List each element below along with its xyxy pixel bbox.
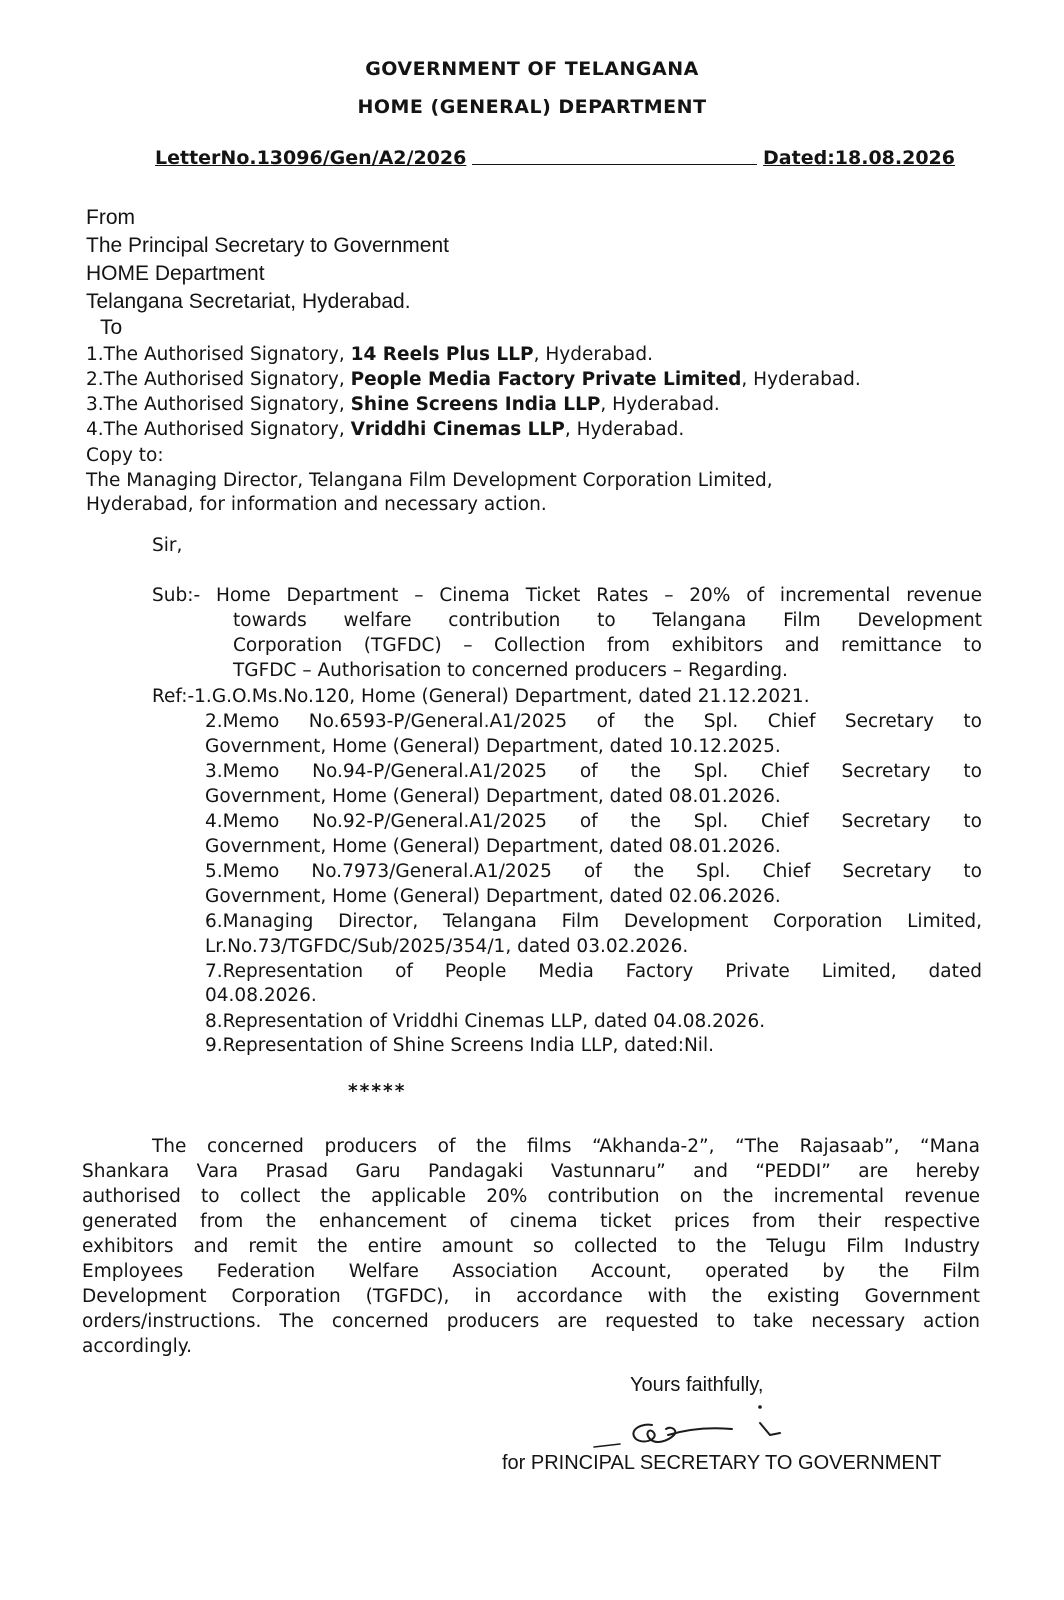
addressee-3-name: Shine Screens India LLP	[350, 394, 601, 415]
letter-number: LetterNo.13096/Gen/A2/2026	[155, 147, 467, 169]
salutation: Sir,	[152, 535, 183, 556]
reference-line-11: Lr.No.73/TGFDC/Sub/2025/354/1, dated 03.02.2026.	[205, 936, 689, 957]
addressee-4: 4.The Authorised Signatory, Vriddhi Cinemas LLP, Hyderabad.	[86, 419, 685, 440]
subject-line-3: Corporation (TGFDC) – Collection from exhibitors and remittance to	[233, 635, 982, 656]
body-line-8: orders/instructions. The concerned producers are requested to take necessary action	[82, 1311, 980, 1332]
reference-line-15: 9.Representation of Shine Screens India LLP, dated:Nil.	[205, 1035, 714, 1056]
addressee-3: 3.The Authorised Signatory, Shine Screens India LLP, Hyderabad.	[86, 394, 720, 415]
subject-line-2: towards welfare contribution to Telangana Film Development	[233, 610, 982, 631]
reference-line-9: Government, Home (General) Department, dated 02.06.2026.	[205, 886, 781, 907]
separator: *****	[348, 1081, 407, 1102]
reference-line-3: Government, Home (General) Department, dated 10.12.2025.	[205, 736, 781, 757]
reference-line-2: 2.Memo No.6593-P/General.A1/2025 of the Spl. Chief Secretary to	[205, 711, 982, 732]
body-line-6: Employees Federation Welfare Association Account, operated by the Film	[82, 1261, 980, 1282]
reference-line-14: 8.Representation of Vriddhi Cinemas LLP, dated 04.08.2026.	[205, 1011, 766, 1032]
copy-to-line-2: Hyderabad, for information and necessary action.	[86, 494, 547, 515]
from-line-3: Telangana Secretariat, Hyderabad.	[86, 290, 411, 313]
letter-reference-line	[155, 147, 955, 169]
reference-line-8: 5.Memo No.7973/General.A1/2025 of the Spl. Chief Secretary to	[205, 861, 982, 882]
copy-to-label: Copy to:	[86, 445, 164, 466]
addressee-1: 1.The Authorised Signatory, 14 Reels Plus LLP, Hyderabad.	[86, 344, 653, 365]
reference-line-13: 04.08.2026.	[205, 985, 317, 1006]
body-line-4: generated from the enhancement of cinema ticket prices from their respective	[82, 1211, 980, 1232]
reference-line-6: 4.Memo No.92-P/General.A1/2025 of the Spl. Chief Secretary to	[205, 811, 982, 832]
government-heading: GOVERNMENT OF TELANGANA	[365, 58, 699, 80]
copy-to-line-1: The Managing Director, Telangana Film Development Corporation Limited,	[86, 470, 773, 491]
reference-line-1: Ref:-1.G.O.Ms.No.120, Home (General) Department, dated 21.12.2021.	[152, 686, 810, 707]
reference-line-7: Government, Home (General) Department, dated 08.01.2026.	[205, 836, 781, 857]
letter-rule	[472, 164, 757, 165]
closing-signatory: for PRINCIPAL SECRETARY TO GOVERNMENT	[502, 1452, 942, 1474]
body-line-9: accordingly.	[82, 1336, 192, 1357]
body-line-5: exhibitors and remit the entire amount so collected to the Telugu Film Industry	[82, 1236, 980, 1257]
reference-line-12: 7.Representation of People Media Factory Private Limited, dated	[205, 961, 982, 982]
body-line-2: Shankara Vara Prasad Garu Pandagaki Vastunnaru” and “PEDDI” are hereby	[82, 1161, 980, 1182]
department-heading: HOME (GENERAL) DEPARTMENT	[357, 96, 707, 118]
body-line-7: Development Corporation (TGFDC), in accordance with the existing Government	[82, 1286, 980, 1307]
letter-date: Dated:18.08.2026	[763, 147, 955, 169]
reference-line-5: Government, Home (General) Department, dated 08.01.2026.	[205, 786, 781, 807]
body-line-1: The concerned producers of the films “Akhanda-2”, “The Rajasaab”, “Mana	[152, 1136, 980, 1157]
from-label: From	[86, 206, 135, 229]
reference-line-10: 6.Managing Director, Telangana Film Development Corporation Limited,	[205, 911, 982, 932]
from-line-1: The Principal Secretary to Government	[86, 234, 449, 257]
addressee-4-name: Vriddhi Cinemas LLP	[350, 419, 565, 440]
subject-line-4: TGFDC – Authorisation to concerned producers – Regarding.	[233, 660, 788, 681]
body-line-3: authorised to collect the applicable 20% contribution on the incremental revenue	[82, 1186, 980, 1207]
to-label: To	[100, 316, 123, 339]
addressee-1-name: 14 Reels Plus LLP	[350, 344, 534, 365]
reference-line-4: 3.Memo No.94-P/General.A1/2025 of the Spl. Chief Secretary to	[205, 761, 982, 782]
closing-yours-faithfully: Yours faithfully,	[630, 1374, 764, 1396]
from-line-2: HOME Department	[86, 262, 265, 285]
subject-line-1: Sub:- Home Department – Cinema Ticket Rates – 20% of incremental revenue	[152, 585, 982, 606]
addressee-2-name: People Media Factory Private Limited	[350, 369, 742, 390]
addressee-2: 2.The Authorised Signatory, People Media Factory Private Limited, Hyderabad.	[86, 369, 861, 390]
